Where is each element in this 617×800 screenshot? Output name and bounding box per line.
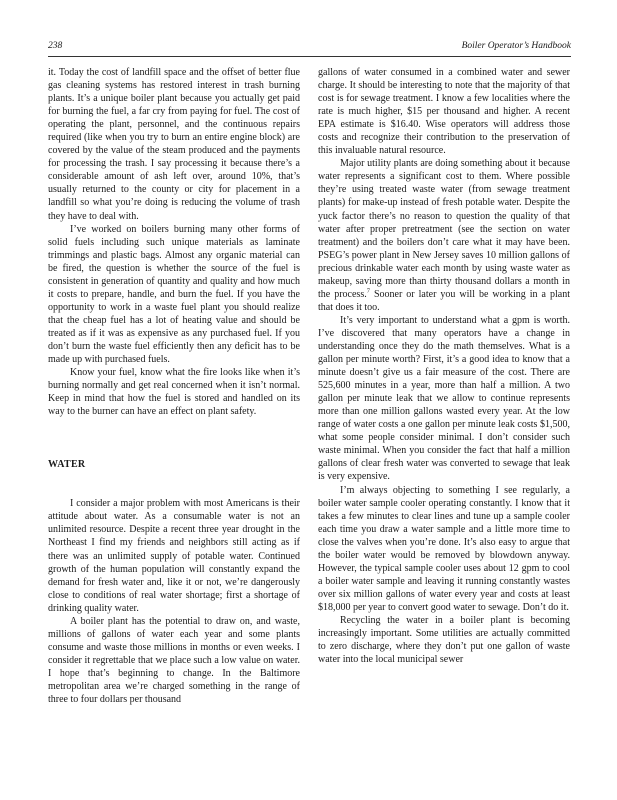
right-column [318,66,570,666]
paragraph-sample-cooler: I’m always objecting to something I see regularly, a boiler water sample cooler operating constantly. I know that it takes a few minutes to clear lines and tune up a sample cooler each time you draw a water sample and a little more time to close the valves when you’re done. It’s also easy to argue that the boiler water would be removed by blowdown anyway. However, the typical sample cooler uses about 12 gpm to cool a boiler water sample and leaving it running constantly wastes over six million gallons of water every year and costs at least $18,000 per year to convert good water to sewage. Don’t do it. [318,484,570,613]
paragraph-water-attitude: I consider a major problem with most Americans is their attitude about water. As a consumable water is not an unlimited resource. Despite a recent three year drought in the Northeast I find my friends and neighbors still acting as if there was an unlimited supply of potable water. Continued growth of the human population will constantly expand the demand for fresh water and, like it or not, we’re dangerously close to conditions of real water shortage; first a shortage of drinking quality water. [48,498,300,614]
page-header [48,38,571,57]
paragraph-recycling-water: Recycling the water in a boiler plant is becoming increasingly important. Some utilities are actually committed to zero discharge, where they don’t put one gallon of waste water into the local municipal sewer [318,614,570,666]
paragraph-know-your-fuel: Know your fuel, know what the fire looks like when it’s burning normally and get real concerned when it isn’t normal. Keep in mind that how the fuel is stored and handled on its way to the burner can have an effect on plant safety. [48,367,300,418]
utility-plants-text: Major utility plants are doing something about it because water represents a significant cost to them. Where possible they’re using treated waste water (from sewage treatment plants) for make-up instead of fresh potable water. Despite the yuck factor there’s no reason to question the quality of that water after proper pretreatment (see the section on water treatment) and the boilers don’t care what it may have been. PSEG’s power plant in New Jersey saves 10 million gallons of precious drinkable water each month by using waste water as makeup, saving more than thirty thousand dollars a month in the process. [318,158,570,300]
paragraph-trash-plants: it. Today the cost of landfill space and the offset of better flue gas cleaning systems has restored interest in trash burning plants. It’s a unique boiler plant because you actually get paid for burning the fuel, a far cry from paying for fuel. The cost of operating the plant, personnel, and the continuous repairs required (like when you try to burn an entire engine block) are covered by the value of the steam produced and the payments for processing the trash. I say processing it because there’s a considerable amount of ash left over, around 10%, that’s usually returned to the county or city for placement in a landfill so what you’re doing is reducing the volume of trash they have to deal with. [48,67,300,222]
paragraph-boiler-plant-water: A boiler plant has the potential to draw on, and waste, millions of gallons of water each year and some plants consume and waste those millions in months or even weeks. I consider it regrettable that we place such a low value on water. I hope that’s beginning to change. In the Baltimore metropolitan area we’re charged something in the range of three to four dollars per thousand [48,615,300,706]
section-heading-water: WATER [48,459,86,471]
paragraph-gpm-worth: It’s very important to understand what a gpm is worth. I’ve discovered that many operators have a change in understanding once they do the math themselves. What is a gallon per minute worth? First, it’s a good idea to know that a minute doesn’t give us a fair measure of the cost. There are 525,600 minutes in a year, more than half a million. A two gallon per minute leak that we allow to continue represents more than one million gallons wasted every year. At the low range of water costs a one gallon per minute leak costs $1,500, what some people consider minimal. I don’t consider such waste minimal. When you consider the fact that half a million gallons of clear fresh water was converted to sewage that leak is very expensive. [318,314,570,483]
utility-plants-text-end: Sooner or later you will be working in a plant that does it too. [318,288,570,313]
paragraph-solid-fuels: I’ve worked on boilers burning many other forms of solid fuels including such unique materials as laminate trimmings and plastic bags. Almost any organic material can be fired, the question is whether the source of the fuel is consistent in generation of quantity and quality and how much it costs to prepare, handle, and burn the fuel. If you have the opportunity to work in a waste fuel plant you should realize that the cheap fuel has a lot of heating value and should be treated as if it was as expensive as any purchased fuel. If you don’t burn the waste fuel efficiently then any deficit has to be made up with purchased fuels. [48,223,300,366]
footnote-marker: 7 [366,287,370,295]
paragraph-water-costs: gallons of water consumed in a combined water and sewer charge. It should be interesting to note that the majority of that cost is for sewage treatment. I know a few localities where the rate is much higher, $15 per thousand and higher. A recent EPA estimate is $16.40. Wise operators will address those costs and recognize their contribution to the preservation of this invaluable natural resource. [318,67,570,157]
page-number: 238 [48,41,63,51]
paragraph-utility-plants [318,157,570,314]
running-title: Boiler Operator’s Handbook [461,41,571,51]
left-column [48,66,300,706]
